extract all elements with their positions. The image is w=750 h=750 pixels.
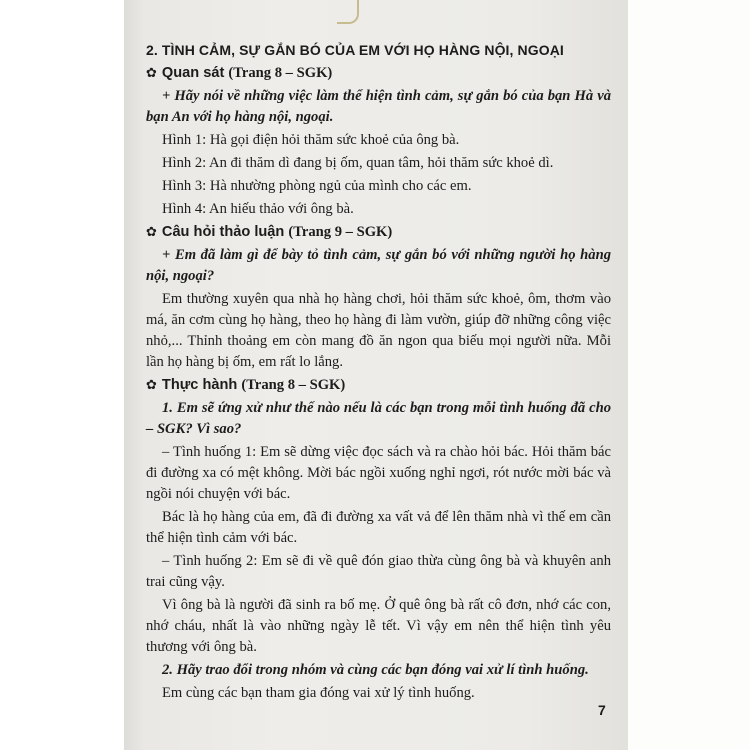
discuss-answer: Em thường xuyên qua nhà họ hàng chơi, hỏi thăm sức khoẻ, ôm, thơm vào má, ăn cơm cùng họ hàng, theo họ hàng đi làm vườn, giúp đỡ những công việc nhỏ,... Thỉnh thoảng em còn mang đồ ăn ngon qua biếu mọi người nữa. Mỗi lần họ hàng bị ốm, em rất lo lắng. [146,291,611,370]
practice-question-1: 1. Em sẽ ứng xử như thế nào nếu là các bạn trong mỗi tình huống đã cho – SGK? Vì sao? [146,400,611,437]
discuss-label: Câu hỏi thảo luận [161,224,285,240]
page-number: 7 [598,702,606,718]
flower-bullet-icon: ✿ [146,225,157,240]
practice-heading [146,375,611,396]
practice-paragraph: – Tình huống 2: Em sẽ đi về quê đón giao thừa cùng ông bà và khuyên anh trai cũng vậy. [146,553,611,590]
section-title: 2. TÌNH CẢM, SỰ GẮN BÓ CỦA EM VỚI HỌ HÀNG NỘI, NGOẠI [146,42,564,58]
practice-paragraph: Vì ông bà là người đã sinh ra bố mẹ. Ở quê ông bà rất cô đơn, nhớ các con, nhớ cháu, nhất là vào những ngày lễ tết. Vì vậy em nên thể hiện tình yêu thương với ông bà. [146,597,611,655]
observe-item: Hình 3: Hà nhường phòng ngủ của mình cho các em. [162,178,472,194]
practice-paragraph: – Tình huống 1: Em sẽ dừng việc đọc sách và ra chào hỏi bác. Hỏi thăm bác đi đường xa có mệt không. Mời bác ngồi xuống nghỉ ngơi, rót nước mời bác và ngồi nói chuyện với bác. [146,444,611,502]
practice-question-2: 2. Hãy trao đổi trong nhóm và cùng các bạn đóng vai xử lí tình huống. [162,662,589,678]
practice-label: Thực hành [161,377,238,393]
observe-ref: (Trang 8 – SGK) [228,65,333,81]
flower-bullet-icon: ✿ [146,66,157,81]
discuss-heading [146,222,611,243]
practice-paragraph: Em cùng các bạn tham gia đóng vai xử lý tình huống. [162,685,475,701]
observe-item: Hình 2: An đi thăm dì đang bị ốm, quan tâm, hỏi thăm sức khoẻ dì. [162,155,554,171]
practice-ref: (Trang 8 – SGK) [241,377,346,393]
page-content [146,40,611,706]
discuss-ref: (Trang 9 – SGK) [288,224,393,240]
flower-bullet-icon: ✿ [146,378,157,393]
right-background [628,0,750,750]
practice-paragraph: Bác là họ hàng của em, đã đi đường xa vất vả để lên thăm nhà vì thế em cần thể hiện tình cảm với bác. [146,509,611,546]
observe-item: Hình 1: Hà gọi điện hỏi thăm sức khoẻ của ông bà. [162,132,460,148]
observe-heading [146,63,611,84]
observe-item: Hình 4: An hiếu thảo với ông bà. [162,201,354,217]
observe-label: Quan sát [161,65,225,81]
left-background [0,0,124,750]
bookmark-ribbon [337,0,359,24]
observe-question: + Hãy nói về những việc làm thể hiện tình cảm, sự gắn bó của bạn Hà và bạn An với họ hàng nội, ngoại. [146,88,611,125]
discuss-question: + Em đã làm gì để bày tỏ tình cảm, sự gắn bó với những người họ hàng nội, ngoại? [146,247,611,284]
